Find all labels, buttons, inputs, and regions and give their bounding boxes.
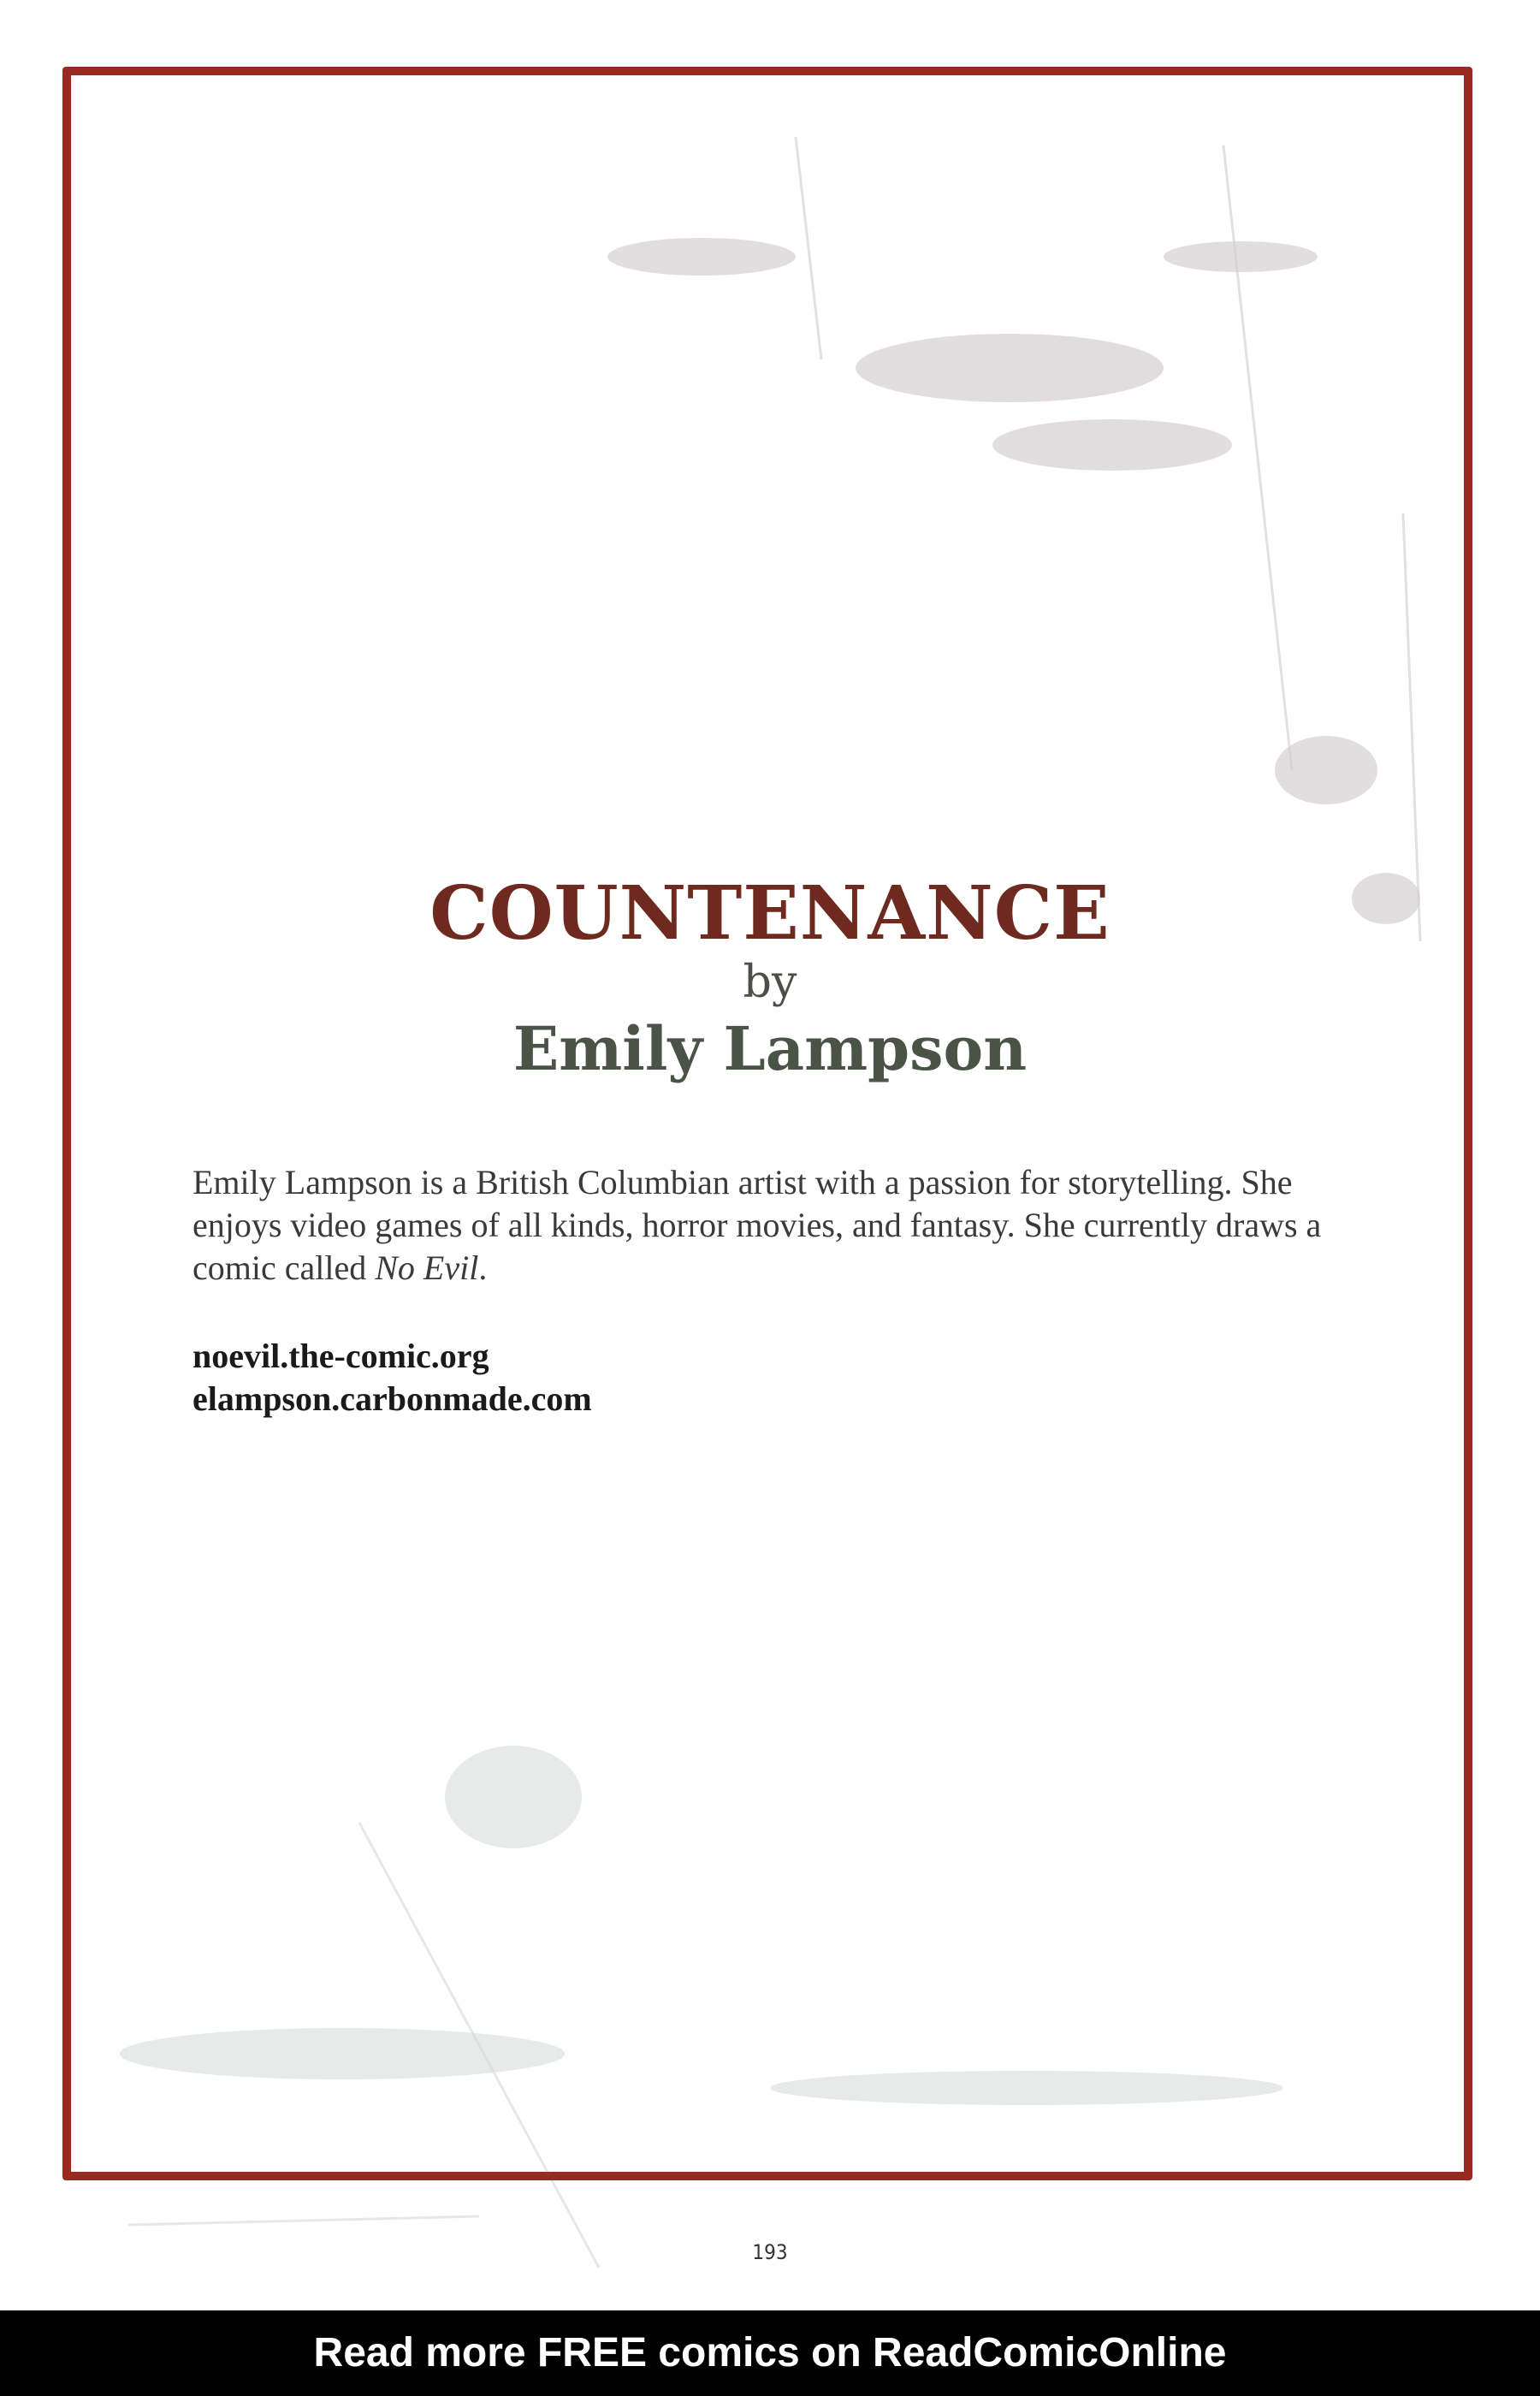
page-border-frame: [62, 67, 1472, 2180]
link-noevil[interactable]: noevil.the-comic.org: [192, 1337, 489, 1375]
story-title: COUNTENANCE: [429, 870, 1111, 957]
author-links: [192, 1335, 592, 1420]
bio-comic-title: No Evil: [375, 1248, 479, 1287]
page-number: 193: [752, 2240, 788, 2264]
bio-end: .: [478, 1248, 488, 1287]
author-bio: [192, 1161, 1373, 1290]
bio-text: Emily Lampson is a British Columbian artist with a passion for storytelling. She enjoys video games of all kinds, horror movies, and fantasy. She currently draws a comic called: [192, 1163, 1322, 1287]
byline-by: by: [743, 957, 797, 1008]
link-carbonmade[interactable]: elampson.carbonmade.com: [192, 1379, 592, 1418]
author-name: Emily Lampson: [512, 1013, 1028, 1084]
promo-banner[interactable]: Read more FREE comics on ReadComicOnline: [0, 2310, 1540, 2396]
